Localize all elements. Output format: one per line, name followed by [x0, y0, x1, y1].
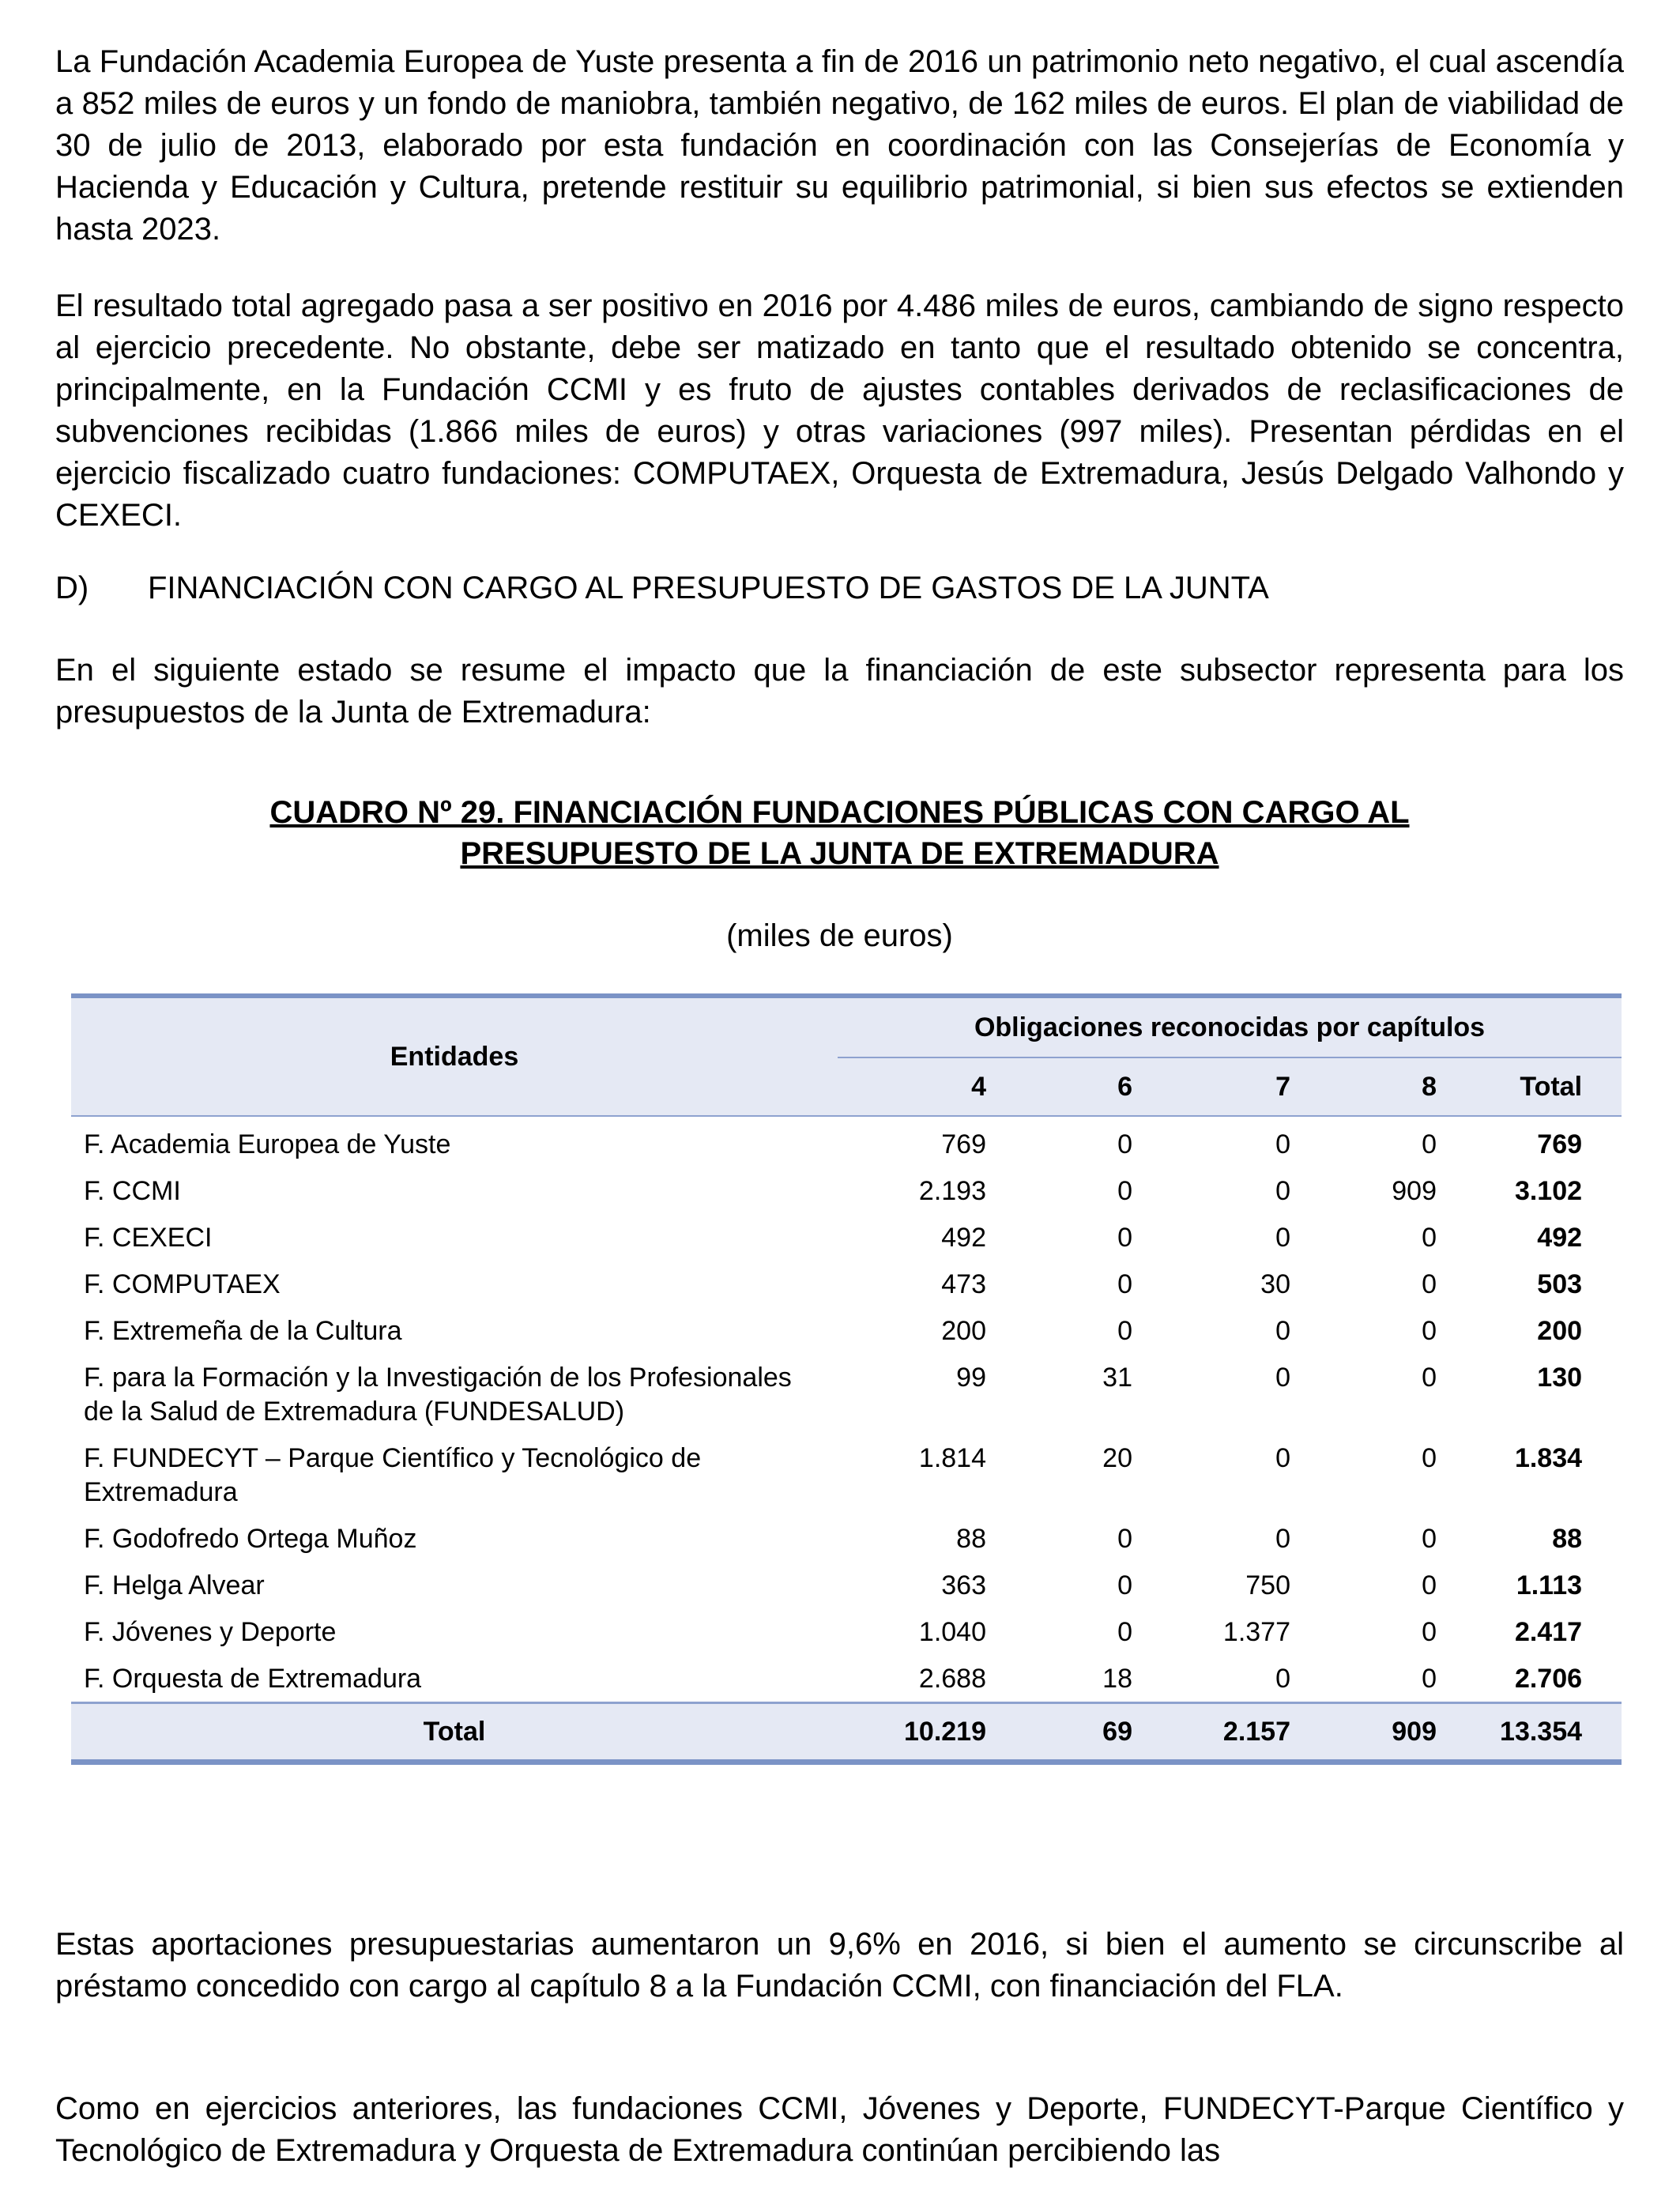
- financing-table: [71, 993, 1622, 1765]
- financing-table-container: [71, 993, 1622, 1765]
- table-row: [71, 1562, 1622, 1608]
- cell-entity: F. CCMI: [84, 1176, 181, 1206]
- table-caption-line1: CUADRO Nº 29. FINANCIACIÓN FUNDACIONES PÚBLICAS CON CARGO AL: [269, 795, 1410, 830]
- header-col-4: 4: [838, 1057, 1027, 1116]
- cell-entity: F. FUNDECYT – Parque Científico y Tecnológico de Extremadura: [84, 1443, 702, 1507]
- cell-entity: F. Orquesta de Extremadura: [84, 1664, 422, 1694]
- cell-c4: 363: [941, 1570, 986, 1600]
- table-row: [71, 1515, 1622, 1562]
- header-col-6: 6: [1027, 1057, 1173, 1116]
- cell-total: 769: [1478, 1116, 1622, 1167]
- cell-total: 200: [1537, 1316, 1583, 1346]
- header-obligaciones: Obligaciones reconocidas por capítulos: [838, 996, 1622, 1057]
- cell-total: 503: [1537, 1269, 1583, 1299]
- cell-entity: F. COMPUTAEX: [84, 1269, 281, 1299]
- cell-c6: 0: [1117, 1524, 1132, 1554]
- cell-entity: F. para la Formación y la Investigación de los Profesionales de la Salud de Extremadura (FUNDESALUD): [84, 1363, 792, 1427]
- cell-c6: 0: [1117, 1269, 1132, 1299]
- cell-c8: 0: [1422, 1316, 1437, 1346]
- cell-total: 2.417: [1514, 1617, 1583, 1647]
- table-body: [71, 1116, 1622, 1703]
- table-row: [71, 1116, 1622, 1167]
- header-col-total: Total: [1478, 1057, 1622, 1116]
- cell-c4: 473: [941, 1269, 986, 1299]
- cell-c7: 0: [1275, 1363, 1290, 1393]
- cell-c4: 99: [956, 1363, 986, 1393]
- cell-c4: 1.040: [918, 1617, 986, 1647]
- cell-c8: 0: [1422, 1223, 1437, 1253]
- cell-c6: 31: [1102, 1363, 1132, 1393]
- cell-c7: 0: [1275, 1176, 1290, 1206]
- cell-total: 1.113: [1516, 1570, 1583, 1600]
- cell-c8: 0: [1422, 1363, 1437, 1393]
- header-col-7: 7: [1173, 1057, 1332, 1116]
- paragraph-intro-estado: En el siguiente estado se resume el impacto que la financiación de este subsector representa para los presupuestos de la Junta de Extremadura:: [55, 653, 1624, 729]
- cell-c8: 909: [1392, 1176, 1437, 1206]
- cell-entity: F. Helga Alvear: [84, 1570, 265, 1600]
- table-row: [71, 1261, 1622, 1307]
- cell-c7: 0: [1275, 1316, 1290, 1346]
- table-row: [71, 1608, 1622, 1655]
- cell-entity: F. Academia Europea de Yuste: [71, 1116, 838, 1167]
- cell-c6: 0: [1117, 1316, 1132, 1346]
- cell-total: 88: [1552, 1524, 1583, 1554]
- total-c8: 909: [1332, 1703, 1478, 1762]
- cell-c8: 0: [1422, 1524, 1437, 1554]
- cell-c6: 0: [1117, 1570, 1132, 1600]
- cell-c8: 0: [1332, 1116, 1478, 1167]
- cell-total: 492: [1537, 1223, 1583, 1253]
- cell-c4: 2.688: [918, 1664, 986, 1694]
- paragraph-ejercicios-anteriores: Como en ejercicios anteriores, las fundaciones CCMI, Jóvenes y Deporte, FUNDECYT-Parque Científico y Tecnológico de Extremadura y Orquesta de Extremadura continúan percibiendo las: [55, 2091, 1624, 2168]
- cell-total: 3.102: [1514, 1176, 1583, 1206]
- cell-c6: 0: [1117, 1617, 1132, 1647]
- cell-c6: 18: [1102, 1664, 1132, 1694]
- total-c6: 69: [1027, 1703, 1173, 1762]
- total-c7: 2.157: [1173, 1703, 1332, 1762]
- cell-c4: 200: [941, 1316, 986, 1346]
- total-grand: 13.354: [1478, 1703, 1622, 1762]
- cell-c4: 2.193: [918, 1176, 986, 1206]
- cell-c7: 750: [1245, 1570, 1290, 1600]
- section-title: FINANCIACIÓN CON CARGO AL PRESUPUESTO DE GASTOS DE LA JUNTA: [148, 571, 1269, 605]
- table-caption-line2: PRESUPUESTO DE LA JUNTA DE EXTREMADURA: [460, 836, 1219, 871]
- header-col-8: 8: [1332, 1057, 1478, 1116]
- paragraph-resultado-agregado: El resultado total agregado pasa a ser positivo en 2016 por 4.486 miles de euros, cambiando de signo respecto al ejercicio precedente. No obstante, debe ser matizado en tanto que el resultado obtenido se concentra, principalmente, en la Fundación CCMI y es fruto de ajustes contables derivados de reclasificaciones de subvenciones recibidas (1.866 miles de euros) y otras variaciones (997 miles). Presentan pérdidas en el ejercicio fiscalizado cuatro fundaciones: COMPUTAEX, Orquesta de Extremadura, Jesús Delgado Valhondo y CEXECI.: [55, 288, 1624, 533]
- cell-c8: 0: [1422, 1443, 1437, 1473]
- cell-c4: 88: [956, 1524, 986, 1554]
- paragraph-aportaciones: Estas aportaciones presupuestarias aumentaron un 9,6% en 2016, si bien el aumento se circunscribe al préstamo concedido con cargo al capítulo 8 a la Fundación CCMI, con financiación del FLA.: [55, 1927, 1624, 2004]
- cell-c8: 0: [1422, 1269, 1437, 1299]
- table-row: [71, 1167, 1622, 1214]
- table-header-row: [71, 996, 1622, 1057]
- cell-c7: 0: [1275, 1664, 1290, 1694]
- cell-c8: 0: [1422, 1617, 1437, 1647]
- cell-entity: F. Jóvenes y Deporte: [84, 1617, 337, 1647]
- table-row: [71, 1354, 1622, 1434]
- header-entidades: Entidades: [71, 996, 838, 1116]
- table-row: [71, 1655, 1622, 1703]
- cell-c4: 492: [941, 1223, 986, 1253]
- cell-c7: 0: [1173, 1116, 1332, 1167]
- table-row: [71, 1434, 1622, 1515]
- cell-c8: 0: [1422, 1664, 1437, 1694]
- cell-entity: F. CEXECI: [84, 1223, 213, 1253]
- cell-c4: 769: [838, 1116, 1027, 1167]
- cell-c6: 20: [1102, 1443, 1132, 1473]
- cell-total: 1.834: [1514, 1443, 1583, 1473]
- table-row: [71, 1307, 1622, 1354]
- cell-c6: 0: [1027, 1116, 1173, 1167]
- cell-c7: 1.377: [1222, 1617, 1290, 1647]
- cell-c6: 0: [1117, 1223, 1132, 1253]
- cell-entity: F. Godofredo Ortega Muñoz: [84, 1524, 417, 1554]
- cell-c7: 0: [1275, 1524, 1290, 1554]
- cell-total: 130: [1537, 1363, 1583, 1393]
- total-c4: 10.219: [838, 1703, 1027, 1762]
- cell-c7: 0: [1275, 1223, 1290, 1253]
- section-letter: D): [55, 571, 89, 605]
- cell-c8: 0: [1422, 1570, 1437, 1600]
- cell-c6: 0: [1117, 1176, 1132, 1206]
- cell-entity: F. Extremeña de la Cultura: [84, 1316, 402, 1346]
- cell-c7: 30: [1260, 1269, 1290, 1299]
- table-units: (miles de euros): [726, 918, 953, 953]
- cell-total: 2.706: [1514, 1664, 1583, 1694]
- table-total-row: [71, 1703, 1622, 1762]
- paragraph-patrimonio-yuste: La Fundación Academia Europea de Yuste presenta a fin de 2016 un patrimonio neto negativo, el cual ascendía a 852 miles de euros y un fondo de maniobra, también negativo, de 162 miles de euros. El plan de viabilidad de 30 de julio de 2013, elaborado por esta fundación en coordinación con las Consejerías de Economía y Hacienda y Educación y Cultura, pretende restituir su equilibrio patrimonial, si bien sus efectos se extienden hasta 2023.: [55, 44, 1624, 247]
- cell-c7: 0: [1275, 1443, 1290, 1473]
- table-row: [71, 1214, 1622, 1261]
- total-label: Total: [71, 1703, 838, 1762]
- cell-c4: 1.814: [918, 1443, 986, 1473]
- section-heading: [55, 567, 1269, 609]
